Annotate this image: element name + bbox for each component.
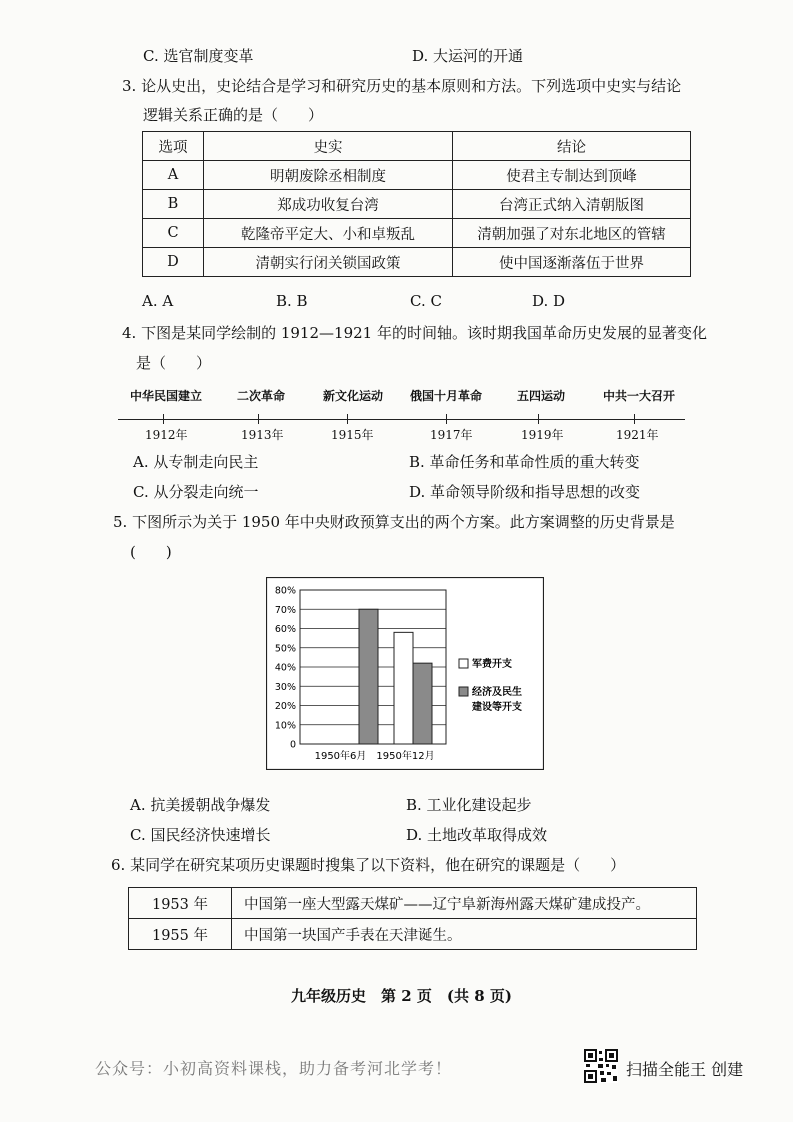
y-tick-label: 10% <box>274 720 296 732</box>
q3-table <box>142 131 691 277</box>
y-tick-label: 0 <box>289 739 296 751</box>
q3-option-d: D. D <box>532 292 566 310</box>
q4-option-d: D. 革命领导阶级和指导思想的改变 <box>409 483 641 501</box>
q4-stem-line2: 是（ ） <box>136 354 212 372</box>
timeline-event: 中华民国建立 <box>130 389 203 403</box>
timeline-tick <box>163 414 164 424</box>
table-cell: A <box>143 161 204 190</box>
legend-label-economic-2: 建设等开支 <box>472 702 522 713</box>
timeline-year: 1917年 <box>430 428 473 442</box>
legend-label-economic-1: 经济及民生 <box>472 687 522 698</box>
timeline-axis <box>118 419 685 420</box>
q3-header-option: 选项 <box>143 132 204 161</box>
timeline-tick <box>446 414 447 424</box>
x-category-label: 1950年6月 <box>314 751 367 762</box>
timeline-tick <box>347 414 348 424</box>
timeline-event: 二次革命 <box>237 389 286 403</box>
table-cell: 郑成功收复台湾 <box>204 190 453 219</box>
q5-stem-line1: 5. 下图所示为关于 1950 年中央财政预算支出的两个方案。此方案调整的历史背景是 <box>113 513 675 531</box>
y-tick-label: 20% <box>274 701 296 712</box>
table-cell: 明朝废除丞相制度 <box>204 161 453 190</box>
q3-option-b: B. B <box>276 292 308 310</box>
table-cell: 1953 年 <box>129 888 232 919</box>
table-cell: 台湾正式纳入清朝版图 <box>453 190 691 219</box>
q2-option-d: D. 大运河的开通 <box>412 47 524 65</box>
timeline-year: 1912年 <box>145 428 188 442</box>
q4-option-c: C. 从分裂走向统一 <box>133 483 259 501</box>
table-cell: 使中国逐渐落伍于世界 <box>453 248 691 277</box>
legend-swatch-military <box>459 659 468 668</box>
timeline-event: 新文化运动 <box>323 389 384 403</box>
bar-military <box>394 632 413 744</box>
q6-stem: 6. 某同学在研究某项历史课题时搜集了以下资料，他在研究的课题是（ ） <box>111 856 626 874</box>
table-cell: 乾隆帝平定大、小和卓叛乱 <box>204 219 453 248</box>
q3-header-conclusion: 结论 <box>453 132 691 161</box>
qr-code-icon <box>584 1049 618 1083</box>
x-category-label: 1950年12月 <box>376 751 435 762</box>
timeline-event: 俄国十月革命 <box>410 389 483 403</box>
q3-option-a: A. A <box>142 292 174 310</box>
table-cell: D <box>143 248 204 277</box>
timeline-year: 1921年 <box>616 428 659 442</box>
q5-option-a: A. 抗美援朝战争爆发 <box>130 796 271 814</box>
budget-bar-chart <box>266 577 544 770</box>
legend-label-military: 军费开支 <box>472 659 512 670</box>
y-tick-label: 70% <box>274 604 296 616</box>
table-cell: 1955 年 <box>129 919 232 950</box>
table-cell: 中国第一座大型露天煤矿——辽宁阜新海州露天煤矿建成投产。 <box>232 888 697 919</box>
timeline-tick <box>538 414 539 424</box>
y-tick-label: 40% <box>274 662 296 674</box>
q5-option-d: D. 土地改革取得成效 <box>406 826 548 844</box>
q6-table <box>128 887 697 950</box>
table-cell: C <box>143 219 204 248</box>
timeline-year: 1915年 <box>331 428 374 442</box>
q2-option-c: C. 选官制度变革 <box>143 47 254 65</box>
q5-stem-line2: ( ) <box>130 543 172 561</box>
timeline-year: 1919年 <box>521 428 564 442</box>
table-cell: 中国第一块国产手表在天津诞生。 <box>232 919 697 950</box>
timeline-event: 五四运动 <box>517 389 566 403</box>
timeline-year: 1913年 <box>241 428 284 442</box>
page-number: 九年级历史 第 2 页 (共 8 页) <box>291 987 512 1005</box>
bar-economic <box>359 609 378 744</box>
y-tick-label: 50% <box>274 643 296 655</box>
q3-header-fact: 史实 <box>204 132 453 161</box>
bar-economic <box>413 663 432 744</box>
q4-option-b: B. 革命任务和革命性质的重大转变 <box>409 453 640 471</box>
table-cell: B <box>143 190 204 219</box>
table-cell: 清朝加强了对东北地区的管辖 <box>453 219 691 248</box>
footer-note: 公众号：小初高资料课栈，助力备考河北学考！ <box>95 1059 453 1078</box>
q4-stem-line1: 4. 下图是某同学绘制的 1912—1921 年的时间轴。该时期我国革命历史发展的显著变化 <box>122 324 707 342</box>
y-tick-label: 30% <box>274 681 296 693</box>
q4-option-a: A. 从专制走向民主 <box>133 453 259 471</box>
y-tick-label: 60% <box>274 624 296 635</box>
timeline-tick <box>634 414 635 424</box>
table-cell: 使君主专制达到顶峰 <box>453 161 691 190</box>
scanner-brand: 扫描全能王 创建 <box>626 1060 744 1079</box>
y-tick-label: 80% <box>274 585 296 597</box>
q3-stem-line2: 逻辑关系正确的是（ ） <box>143 106 324 124</box>
q5-option-c: C. 国民经济快速增长 <box>130 826 271 844</box>
timeline-event: 中共一大召开 <box>603 389 676 403</box>
q3-stem-line1: 3. 论从史出，史论结合是学习和研究历史的基本原则和方法。下列选项中史实与结论 <box>122 77 682 95</box>
timeline-tick <box>258 414 259 424</box>
q5-option-b: B. 工业化建设起步 <box>406 796 532 814</box>
q3-option-c: C. C <box>410 292 442 310</box>
legend-swatch-economic <box>459 687 468 696</box>
table-cell: 清朝实行闭关锁国政策 <box>204 248 453 277</box>
